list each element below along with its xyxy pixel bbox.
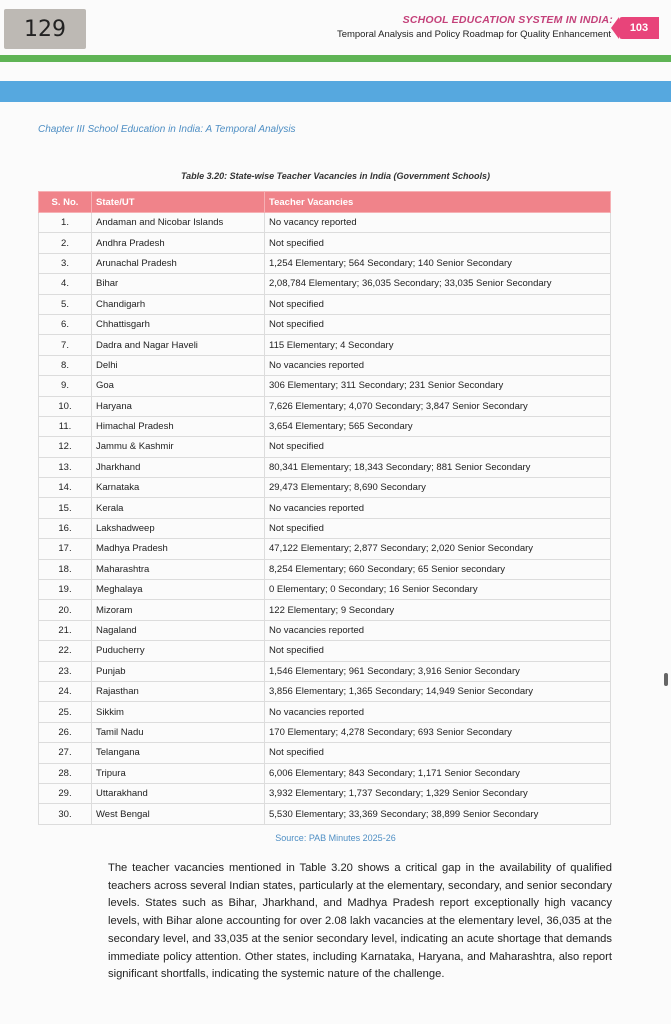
table-row xyxy=(39,641,611,661)
table-row xyxy=(39,600,611,620)
cell-vacancies: 3,856 Elementary; 1,365 Secondary; 14,949 Senior Secondary xyxy=(265,681,611,701)
cell-state: Haryana xyxy=(92,396,265,416)
scrollbar-thumb[interactable] xyxy=(664,673,668,686)
cell-vacancies: No vacancy reported xyxy=(265,213,611,233)
cell-vacancies: 80,341 Elementary; 18,343 Secondary; 881 Senior Secondary xyxy=(265,457,611,477)
cell-state: Maharashtra xyxy=(92,559,265,579)
table-row xyxy=(39,396,611,416)
cell-state: Karnataka xyxy=(92,478,265,498)
table-row xyxy=(39,478,611,498)
cell-vacancies: No vacancies reported xyxy=(265,498,611,518)
table-row xyxy=(39,743,611,763)
cell-sno: 23. xyxy=(39,661,92,681)
cell-sno: 13. xyxy=(39,457,92,477)
cell-state: Arunachal Pradesh xyxy=(92,253,265,273)
cell-sno: 11. xyxy=(39,416,92,436)
table-row xyxy=(39,620,611,640)
table-row xyxy=(39,253,611,273)
cell-vacancies: 115 Elementary; 4 Secondary xyxy=(265,335,611,355)
cell-sno: 18. xyxy=(39,559,92,579)
table-row xyxy=(39,559,611,579)
cell-sno: 20. xyxy=(39,600,92,620)
cell-sno: 8. xyxy=(39,355,92,375)
cell-sno: 14. xyxy=(39,478,92,498)
cell-sno: 9. xyxy=(39,376,92,396)
cell-state: Nagaland xyxy=(92,620,265,640)
table-row xyxy=(39,763,611,783)
table-header-row xyxy=(39,192,611,213)
section-page-tab: 103 xyxy=(619,17,659,39)
cell-sno: 12. xyxy=(39,437,92,457)
cell-state: Puducherry xyxy=(92,641,265,661)
cell-vacancies: Not specified xyxy=(265,743,611,763)
cell-vacancies: No vacancies reported xyxy=(265,355,611,375)
green-divider xyxy=(0,55,671,62)
cell-sno: 7. xyxy=(39,335,92,355)
table-row xyxy=(39,722,611,742)
cell-state: Tamil Nadu xyxy=(92,722,265,742)
table-row xyxy=(39,335,611,355)
cell-vacancies: Not specified xyxy=(265,233,611,253)
cell-state: Kerala xyxy=(92,498,265,518)
table-row xyxy=(39,314,611,334)
cell-vacancies: 0 Elementary; 0 Secondary; 16 Senior Secondary xyxy=(265,580,611,600)
table-source: Source: PAB Minutes 2025-26 xyxy=(275,833,396,843)
cell-vacancies: 29,473 Elementary; 8,690 Secondary xyxy=(265,478,611,498)
book-title: SCHOOL EDUCATION SYSTEM IN INDIA: xyxy=(402,14,613,26)
table-row xyxy=(39,233,611,253)
table-row xyxy=(39,518,611,538)
table-row xyxy=(39,213,611,233)
header-sno: S. No. xyxy=(39,192,92,213)
cell-sno: 30. xyxy=(39,804,92,824)
cell-sno: 16. xyxy=(39,518,92,538)
cell-state: Himachal Pradesh xyxy=(92,416,265,436)
cell-state: Meghalaya xyxy=(92,580,265,600)
table-row xyxy=(39,457,611,477)
table-row xyxy=(39,294,611,314)
table-row xyxy=(39,274,611,294)
cell-state: Sikkim xyxy=(92,702,265,722)
table-row xyxy=(39,681,611,701)
cell-vacancies: No vacancies reported xyxy=(265,702,611,722)
cell-state: Mizoram xyxy=(92,600,265,620)
teacher-vacancy-table xyxy=(38,191,611,825)
cell-sno: 5. xyxy=(39,294,92,314)
cell-state: Madhya Pradesh xyxy=(92,539,265,559)
body-paragraph: The teacher vacancies mentioned in Table 3.20 shows a critical gap in the availability of qualified teachers across several Indian states, particularly at the elementary, secondary, and senior secondary levels. States such as Bihar, Jharkhand, and Madhya Pradesh report exceptionally high vacancy levels, with Bihar alone accounting for over 2.08 lakh vacancies at the elementary level, 36,035 at the secondary level, and 33,035 at the senior secondary level, indicating an acute shortage that demands immediate policy attention. Other states, including Karnataka, Haryana, and Maharashtra, also report significant shortfalls, indicating the systemic nature of the challenge. xyxy=(108,862,612,981)
cell-sno: 2. xyxy=(39,233,92,253)
cell-vacancies: Not specified xyxy=(265,437,611,457)
cell-state: Dadra and Nagar Haveli xyxy=(92,335,265,355)
table-row xyxy=(39,702,611,722)
cell-vacancies: Not specified xyxy=(265,518,611,538)
cell-state: Chandigarh xyxy=(92,294,265,314)
table-row xyxy=(39,661,611,681)
cell-vacancies: 1,254 Elementary; 564 Secondary; 140 Senior Secondary xyxy=(265,253,611,273)
table-row xyxy=(39,376,611,396)
cell-sno: 22. xyxy=(39,641,92,661)
cell-state: Rajasthan xyxy=(92,681,265,701)
cell-state: West Bengal xyxy=(92,804,265,824)
cell-state: Goa xyxy=(92,376,265,396)
cell-sno: 6. xyxy=(39,314,92,334)
cell-vacancies: 170 Elementary; 4,278 Secondary; 693 Senior Secondary xyxy=(265,722,611,742)
cell-sno: 3. xyxy=(39,253,92,273)
table-row xyxy=(39,355,611,375)
cell-sno: 19. xyxy=(39,580,92,600)
cell-state: Andhra Pradesh xyxy=(92,233,265,253)
cell-vacancies: 5,530 Elementary; 33,369 Secondary; 38,899 Senior Secondary xyxy=(265,804,611,824)
cell-sno: 21. xyxy=(39,620,92,640)
chapter-label: Chapter III School Education in India: A Temporal Analysis xyxy=(38,124,296,135)
table-row xyxy=(39,416,611,436)
cell-sno: 24. xyxy=(39,681,92,701)
header-state: State/UT xyxy=(92,192,265,213)
cell-vacancies: 47,122 Elementary; 2,877 Secondary; 2,020 Senior Secondary xyxy=(265,539,611,559)
cell-vacancies: 6,006 Elementary; 843 Secondary; 1,171 Senior Secondary xyxy=(265,763,611,783)
cell-state: Punjab xyxy=(92,661,265,681)
cell-vacancies: 3,932 Elementary; 1,737 Secondary; 1,329 Senior Secondary xyxy=(265,783,611,803)
cell-state: Uttarakhand xyxy=(92,783,265,803)
cell-state: Delhi xyxy=(92,355,265,375)
table-row xyxy=(39,783,611,803)
cell-state: Andaman and Nicobar Islands xyxy=(92,213,265,233)
cell-sno: 4. xyxy=(39,274,92,294)
cell-vacancies: 3,654 Elementary; 565 Secondary xyxy=(265,416,611,436)
cell-vacancies: 306 Elementary; 311 Secondary; 231 Senior Secondary xyxy=(265,376,611,396)
table-row xyxy=(39,580,611,600)
cell-vacancies: 7,626 Elementary; 4,070 Secondary; 3,847 Senior Secondary xyxy=(265,396,611,416)
cell-sno: 25. xyxy=(39,702,92,722)
cell-sno: 15. xyxy=(39,498,92,518)
table-row xyxy=(39,498,611,518)
table-row xyxy=(39,437,611,457)
cell-state: Bihar xyxy=(92,274,265,294)
cell-vacancies: 1,546 Elementary; 961 Secondary; 3,916 Senior Secondary xyxy=(265,661,611,681)
cell-sno: 29. xyxy=(39,783,92,803)
cell-vacancies: Not specified xyxy=(265,314,611,334)
cell-vacancies: 2,08,784 Elementary; 36,035 Secondary; 33,035 Senior Secondary xyxy=(265,274,611,294)
page-number-badge: 129 xyxy=(4,9,86,49)
cell-vacancies: 8,254 Elementary; 660 Secondary; 65 Senior secondary xyxy=(265,559,611,579)
cell-sno: 10. xyxy=(39,396,92,416)
cell-state: Tripura xyxy=(92,763,265,783)
table-row xyxy=(39,539,611,559)
table-caption: Table 3.20: State-wise Teacher Vacancies in India (Government Schools) xyxy=(180,171,491,181)
cell-vacancies: No vacancies reported xyxy=(265,620,611,640)
cell-sno: 1. xyxy=(39,213,92,233)
blue-divider xyxy=(0,81,671,102)
cell-sno: 26. xyxy=(39,722,92,742)
cell-state: Jharkhand xyxy=(92,457,265,477)
header-vacancies: Teacher Vacancies xyxy=(265,192,611,213)
cell-state: Jammu & Kashmir xyxy=(92,437,265,457)
cell-sno: 27. xyxy=(39,743,92,763)
cell-sno: 17. xyxy=(39,539,92,559)
cell-vacancies: Not specified xyxy=(265,641,611,661)
book-subtitle: Temporal Analysis and Policy Roadmap for Quality Enhancement xyxy=(336,29,611,40)
table-row xyxy=(39,804,611,824)
cell-state: Telangana xyxy=(92,743,265,763)
cell-vacancies: Not specified xyxy=(265,294,611,314)
cell-state: Chhattisgarh xyxy=(92,314,265,334)
cell-sno: 28. xyxy=(39,763,92,783)
cell-state: Lakshadweep xyxy=(92,518,265,538)
cell-vacancies: 122 Elementary; 9 Secondary xyxy=(265,600,611,620)
